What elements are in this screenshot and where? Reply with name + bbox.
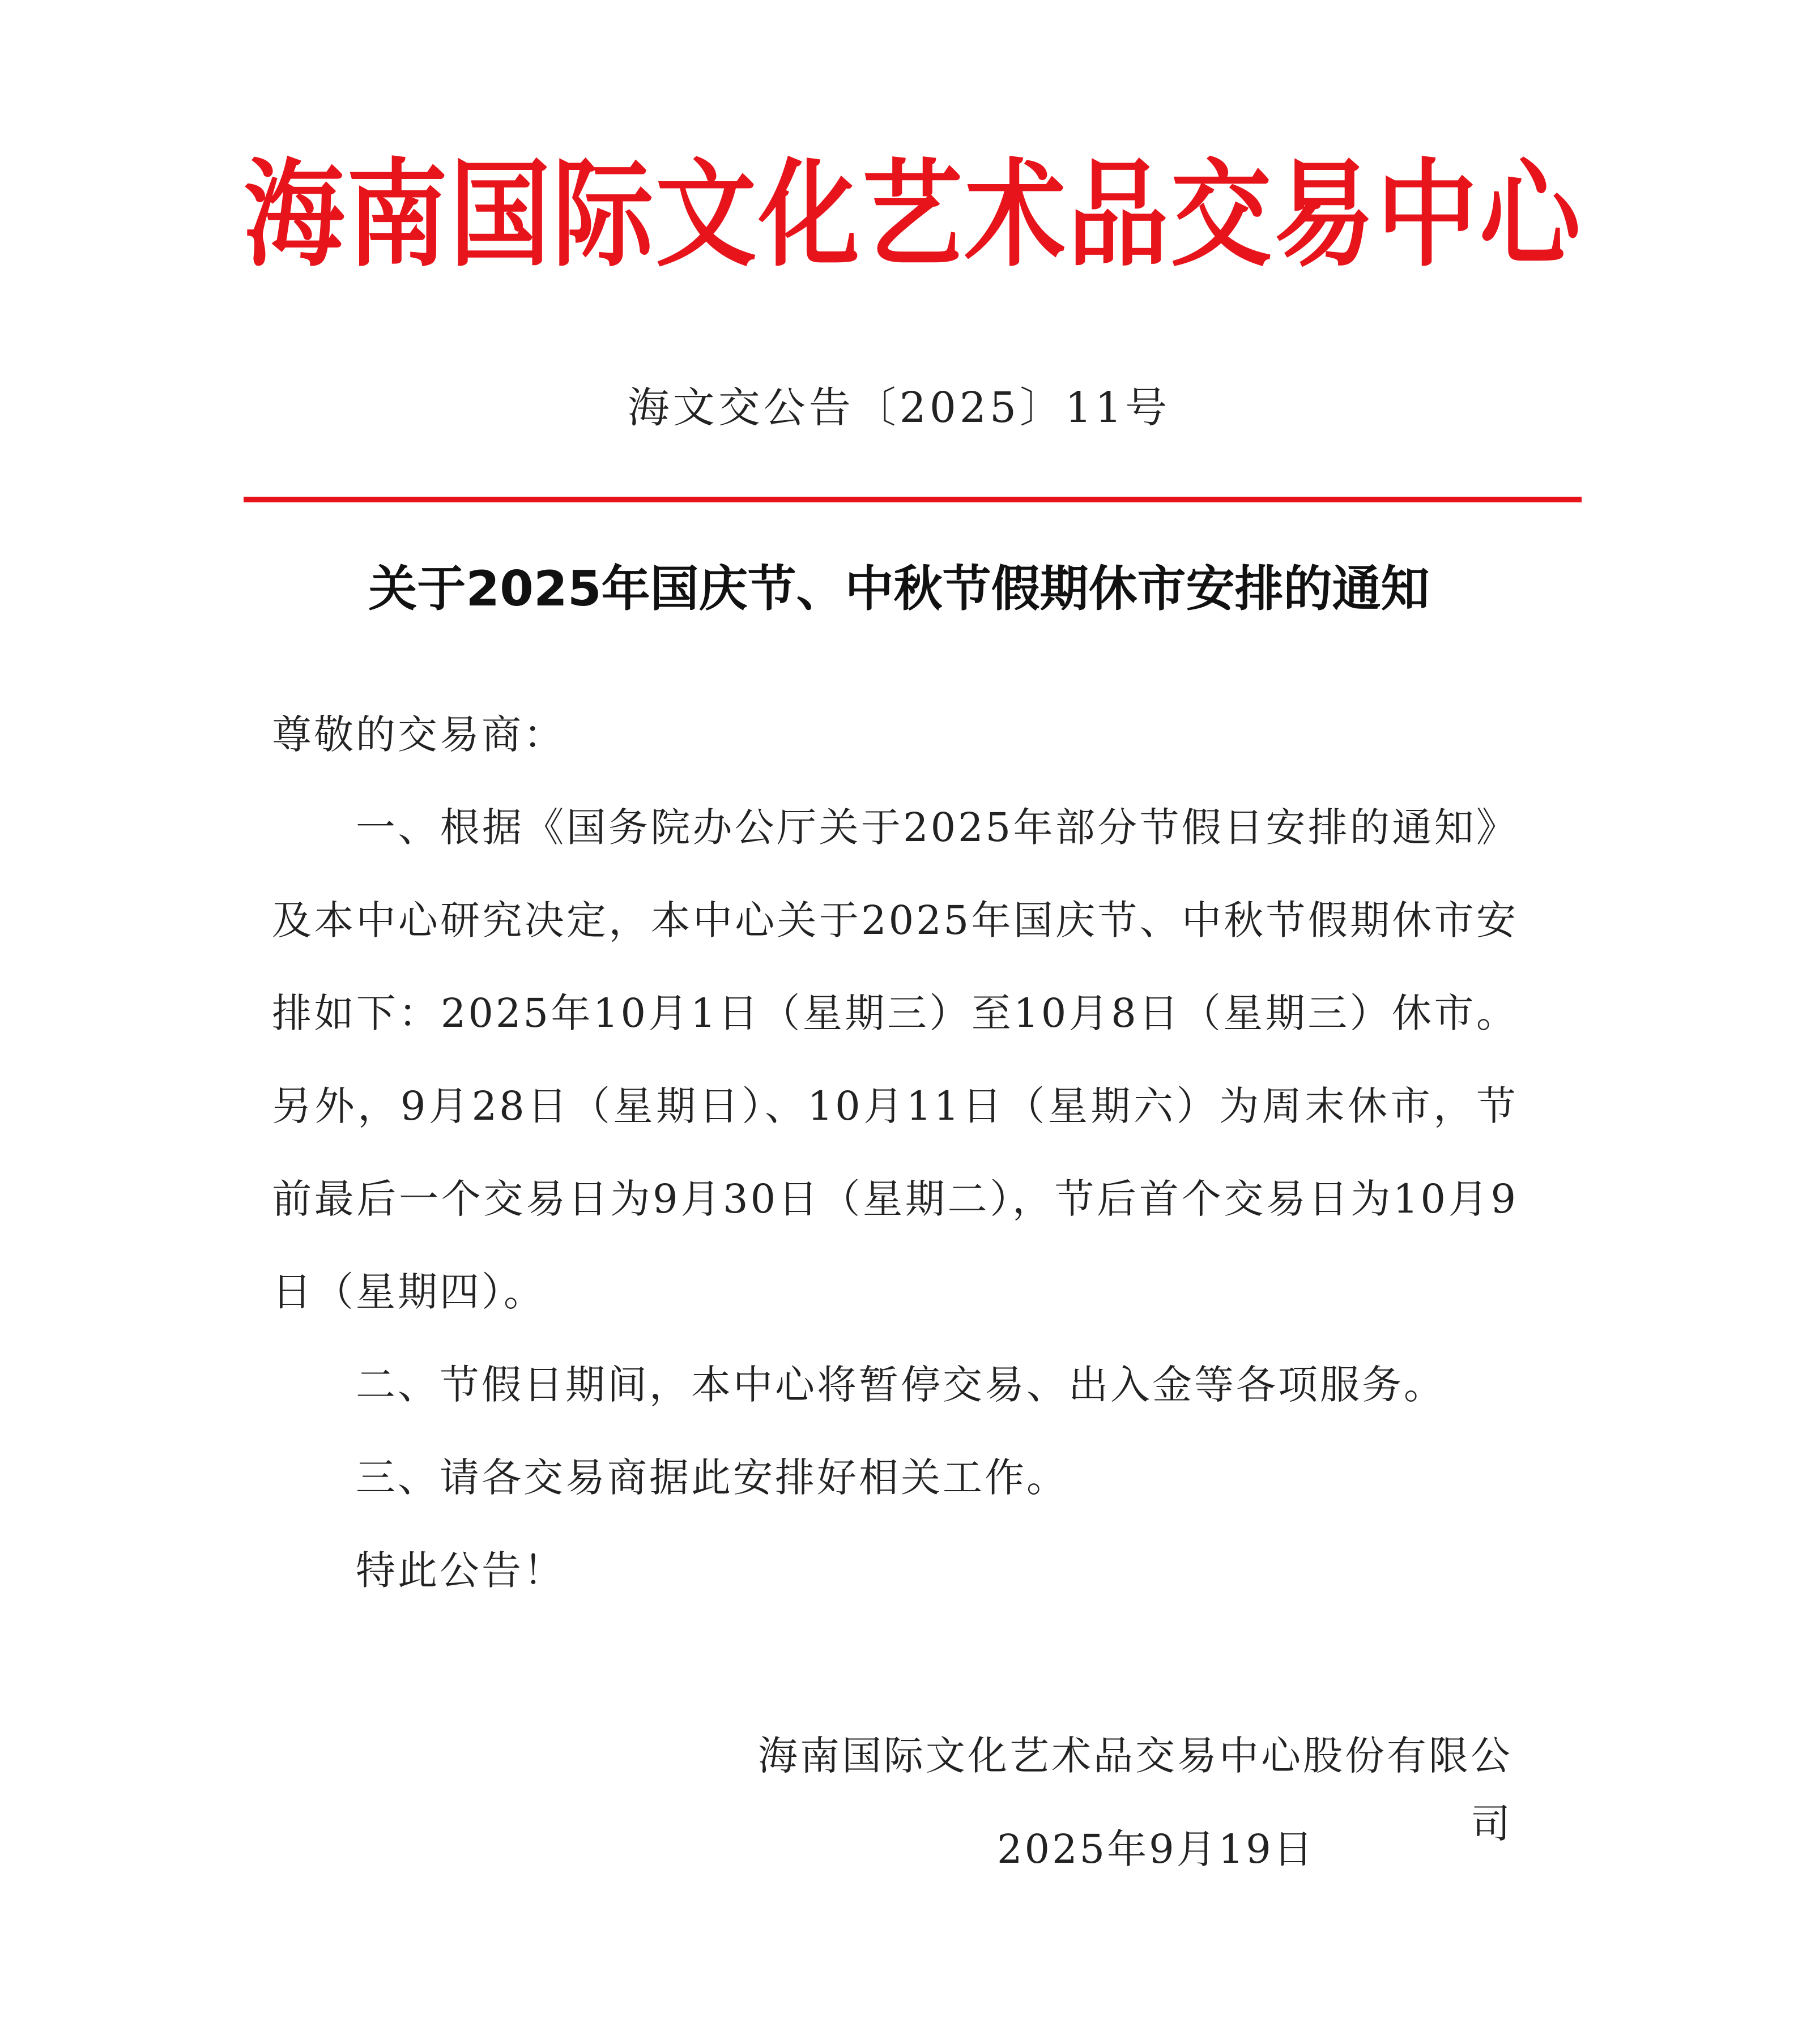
signature-date: 2025年9月19日 [997, 1826, 1315, 1872]
signature-company: 海南国际文化艺术品交易中心股份有限公司 [758, 1733, 1512, 1847]
notice-body [272, 688, 1518, 1617]
paragraph-one: 一、根据《国务院办公厅关于2025年部分节假日安排的通知》及本中心研究决定，本中心关于2025年国庆节、中秋节假期休市安排如下：2025年10月1日（星期三）至10月8日（星期三）休市。另外，9月28日（星期日）、10月11日（星期六）为周末休市，节前最后一个交易日为9月30日（星期二），节后首个交易日为10月9日（星期四）。 [272, 804, 1518, 1315]
paragraph-two: 二、节假日期间，本中心将暂停交易、出入金等各项服务。 [356, 1362, 1446, 1408]
paragraph-three: 三、请各交易商据此安排好相关工作。 [356, 1454, 1068, 1501]
closing-remark: 特此公告！ [356, 1547, 565, 1594]
salutation: 尊敬的交易商： [272, 711, 565, 758]
red-divider-line [244, 497, 1582, 502]
document-number: 海文交公告〔2025〕11号 [627, 383, 1171, 432]
notice-title: 关于2025年国庆节、中秋节假期休市安排的通知 [368, 561, 1430, 617]
masthead-org-name: 海南国际文化艺术品交易中心 [244, 147, 1580, 283]
